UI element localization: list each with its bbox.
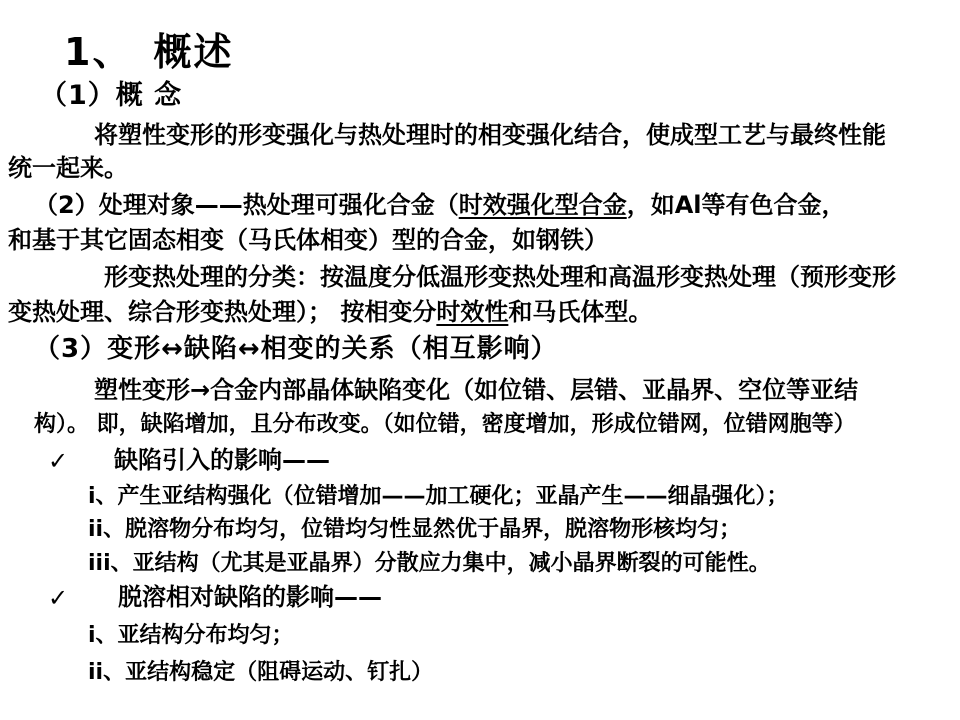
section2-line1 — [34, 191, 846, 220]
section3-heading: （3）变形↔缺陷↔相变的关系（相互影响） — [34, 334, 558, 364]
bullet1-item-2: ii、脱溶物分布均匀，位错均匀性显然优于晶界，脱溶物形核均匀； — [88, 517, 742, 542]
section1-paragraph-line2: 统一起来。 — [8, 154, 128, 182]
classification-line2 — [8, 298, 652, 327]
classification-line2-pre: 变热处理、综合形变热处理）； 按相变分 — [8, 298, 437, 326]
section2-line1-underlined: 时效强化型合金 — [458, 191, 627, 219]
checkmark-icon: ✓ — [48, 584, 69, 612]
checkmark-icon: ✓ — [48, 447, 69, 475]
section2-line1-pre: （2）处理对象——热处理可强化合金（ — [34, 191, 459, 219]
section1-paragraph-line1: 将塑性变形的形变强化与热处理时的相变强化结合，使成型工艺与最终性能 — [94, 121, 886, 149]
section2-line2: 和基于其它固态相变（马氏体相变）型的合金，如钢铁） — [8, 226, 608, 254]
bullet2-item-1: i、亚结构分布均匀； — [88, 623, 294, 648]
slide-title: 1、 概述 — [64, 30, 234, 74]
classification-line2-post: 和马氏体型。 — [508, 298, 653, 326]
classification-line2-underlined: 时效性 — [436, 298, 509, 326]
bullet2-label: 脱溶相对缺陷的影响—— — [118, 583, 382, 611]
section3-paragraph-line2: 构）。 即，缺陷增加，且分布改变。（如位错，密度增加，形成位错网，位错网胞等） — [34, 412, 856, 437]
bullet2-item-2: ii、亚结构稳定（阻碍运动、钉扎） — [88, 660, 434, 685]
bullet1-label: 缺陷引入的影响—— — [114, 446, 330, 474]
section3-paragraph-line1: 塑性变形→合金内部晶体缺陷变化（如位错、层错、亚晶界、空位等亚结 — [94, 376, 859, 404]
classification-line1: 形变热处理的分类：按温度分低温形变热处理和高温形变热处理（预形变形 — [104, 263, 896, 291]
section1-heading: （1）概 念 — [40, 80, 183, 111]
bullet1-item-1: i、产生亚结构强化（位错增加——加工硬化；亚晶产生——细晶强化）； — [88, 484, 789, 509]
section2-line1-post: ，如Al等有色合金， — [626, 191, 846, 219]
bullet1-item-3: iii、亚结构（尤其是亚晶界）分散应力集中，减小晶界断裂的可能性。 — [88, 551, 771, 576]
